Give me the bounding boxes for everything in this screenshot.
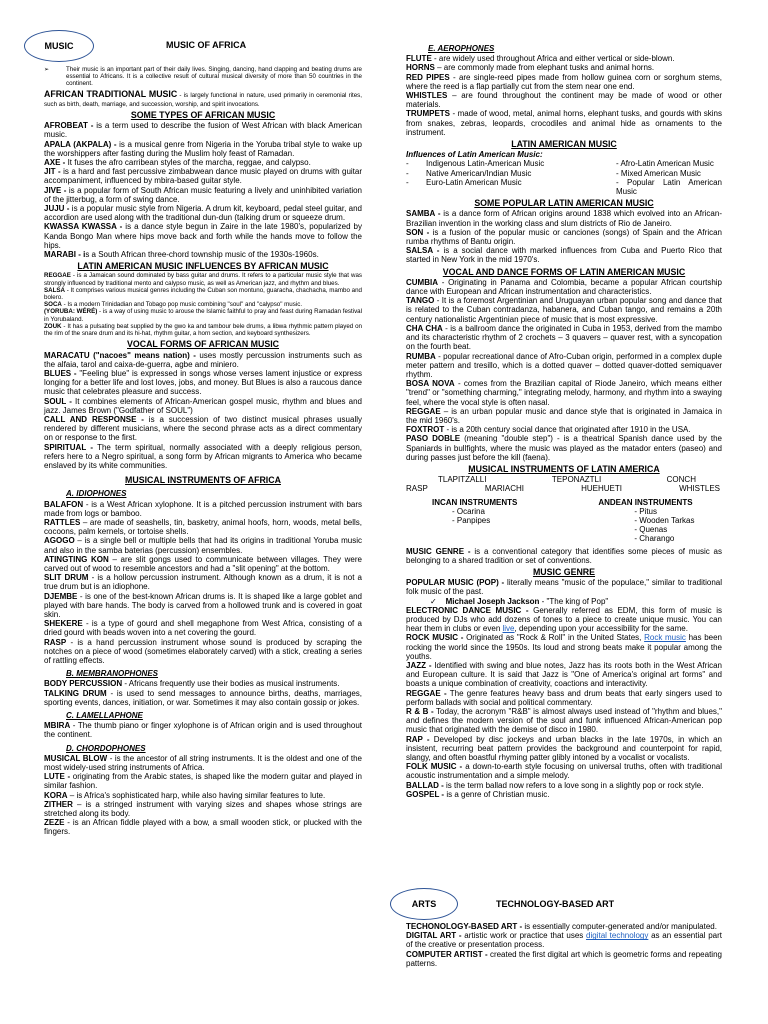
definition-item — [44, 721, 362, 739]
term: JUJU - — [44, 204, 70, 214]
definition-item — [44, 555, 362, 573]
term: DJEMBE — [44, 591, 78, 601]
aerophones-heading: E. AEROPHONES — [428, 44, 495, 53]
term: Michael Joseph Jackson — [445, 596, 540, 606]
definition: - "The king of Pop" — [539, 596, 609, 606]
influence-cell: Native American/Indian Music — [426, 168, 532, 178]
definition: is a conventional category that identifies some pieces of music as belonging to a shared tradition or set of conventions. — [406, 546, 722, 565]
definition-item — [406, 790, 722, 799]
definition-item — [44, 369, 362, 397]
term: FLUTE — [406, 54, 432, 64]
definition: a down-to-earth style focusing on universal truths, often with traditional acoustic instrumentation and a simple melody. — [406, 762, 722, 781]
definition: has been rocking the world since the 1950s. Its loud and strong beats make it popular among the youths. — [406, 633, 722, 661]
definition-item — [44, 619, 362, 637]
definition: is a popular form of South African music featuring a lively and uninhibited variation of the jitterbug, a form of swing dance. — [44, 185, 363, 204]
term: ZEZE — [44, 818, 65, 828]
arrow-bullet-icon: ➢ — [44, 66, 50, 73]
influences-title: Influences of Latin American Music: — [406, 150, 543, 160]
definition-item — [44, 573, 362, 591]
definition-item — [406, 689, 722, 707]
term: AFRICAN TRADITIONAL MUSIC — [44, 88, 178, 99]
influence-cell: Indigenous Latin-American Music — [426, 159, 545, 169]
definition: - is a West African xylophone. It is a pitched percussion instrument with bars made from logs or bamboo. — [44, 499, 362, 518]
membranophones-list — [44, 679, 362, 707]
definition: – is an urban popular music and dance style that is originated in Jamaica in the mid 1960's. — [406, 406, 722, 425]
definition: Developed by disc jockeys and urban blacks in the late 1970s, in which an insistent, recurring beat pattern provides the background and counterpoint for rapid, slangy, and often boastful rhyming patter glibly intoned by a vocalist or vocalists. — [406, 734, 722, 763]
definition: is a dance form of African origins around 1838 which evolved into an African-Brazilian invention in the working class and slum districts of Rio de Janeiro. — [406, 209, 722, 228]
definition: – are made of seashells, tin, basketry, animal hoofs, horn, woods, metal bells, cocoons, palm kernels, or tortoise shells. — [44, 517, 362, 537]
influence-cell: - Afro-Latin American Music — [616, 159, 714, 169]
definition-item — [44, 415, 362, 443]
term: AXE - — [44, 158, 66, 168]
definition: - popular recreational dance of Afro-Cuban origin, performed in a complex duple meter pattern and tresillo, which is a dotted quaver – dotted quaver-dotted semiquaver rhythm. — [406, 351, 722, 379]
term: RUMBA — [406, 351, 436, 361]
instrument-item: - Panpipes — [452, 515, 491, 525]
definition-item — [44, 272, 362, 286]
definition: , depending upon your accessibility for the same. — [514, 624, 688, 634]
term: JIT - — [44, 167, 61, 177]
genre-edm — [406, 606, 722, 634]
definition: – is a stringed instrument with varying sizes and shapes whose strings are stretched along its body. — [44, 799, 362, 819]
instruments-row-1 — [406, 475, 722, 484]
definition-item — [406, 425, 722, 434]
term: CHA CHA — [406, 323, 443, 333]
music-badge — [24, 30, 94, 62]
definition-item — [44, 518, 362, 536]
definition: It combines elements of African-American gospel music, rhythm and blues and jazz. James Brown ("Godfather of SOUL") — [44, 396, 362, 415]
definition-item — [44, 140, 362, 158]
instrument-item: - Charango — [634, 534, 675, 544]
definition-item — [406, 91, 722, 109]
definition-item — [406, 661, 722, 689]
music-badge-label: MUSIC — [44, 41, 74, 51]
instrument-name: HUEHUETI — [581, 484, 622, 494]
instrument-item: - Quenas — [634, 525, 668, 535]
definition: - is largely functional in nature, used primarily in ceremonial rites, such as birth, death, marriage, and succession, worship, and spirit invocations. — [44, 91, 362, 108]
latin-influences-list — [44, 272, 362, 337]
definition-item — [44, 397, 362, 415]
right-column — [406, 44, 722, 799]
term: RAP - — [406, 734, 430, 744]
definition-item — [44, 818, 362, 836]
definition: - are widely used throughout Africa and either vertical or side-blown. — [431, 54, 675, 64]
influence-cell: - Popular Latin American Music — [616, 177, 722, 197]
definition-item — [44, 308, 362, 322]
definition: - Is a modern Trinidadian and Tobago pop music combining "soul" and "calypso" music. — [61, 301, 303, 309]
incan-andean — [406, 498, 722, 544]
intro-text: Their music is an important part of their daily lives. Singing, dancing, hand clapping and beating drums are essential to Africans. It is a collective result of cultural musical diversity of more than 50 countries in the continent. — [66, 66, 362, 88]
term: TRUMPETS — [406, 109, 450, 119]
definition-item — [406, 707, 722, 735]
definition-item — [44, 323, 362, 337]
term: ELECTRONIC DANCE MUSIC - — [406, 605, 529, 615]
definition-item — [406, 379, 722, 407]
instrument-item: - Wooden Tarkas — [634, 515, 695, 525]
genre-rock — [406, 633, 722, 661]
definition-item — [406, 352, 722, 380]
definition-item — [44, 638, 362, 666]
definition-item — [406, 54, 722, 63]
trad-music — [44, 90, 362, 108]
idiophones-list — [44, 500, 362, 666]
arts-badge-label: ARTS — [411, 899, 437, 909]
definition: - is a hollow percussion instrument. Although known as a drum, it is not a true drum but is an idiophone. — [44, 573, 362, 592]
term: HORNS — [406, 63, 435, 73]
instrument-name: TEPONAZTLI — [551, 475, 602, 485]
term: RED PIPES — [406, 72, 450, 82]
definition: - is a hand percussion instrument whose sound is produced by scraping the notches on a piece of wood (sometimes elaborately carved) with a stick, creating a series of rattling effects. — [44, 637, 362, 665]
definition-item — [44, 351, 362, 369]
definition: The term spiritual, normally associated with a deeply religious person, refers here to a Negro spiritual, a song form by African migrants to America who became enslaved by its white communities. — [44, 442, 362, 470]
term: ATINGTING KON — [44, 554, 109, 564]
definition-item — [44, 222, 362, 250]
definition: Identified with swing and blue notes, Jazz has its roots both in the West African and European culture. It is said that Jazz is "One of America's original art forms" and boasts a unique combination of creativity, coactions and interactivity. — [406, 661, 722, 689]
definition: The genre features heavy bass and drum beats that early singers used to perform ballads with social and political commentary. — [406, 688, 722, 707]
term: TECHONOLOGY-BASED ART - — [406, 922, 523, 931]
definition-item — [44, 754, 362, 772]
definition: literally means "music of the populace," similar to traditional folk music of the past. — [406, 578, 723, 597]
term: RASP — [44, 637, 67, 647]
term: COMPUTER ARTIST - — [406, 949, 488, 959]
popular-latin-list — [406, 209, 722, 264]
term: CALL AND RESPONSE - — [44, 414, 144, 424]
definition: - It comprises various musical genres including the Cuban son montuno, guaracha, chachacha, mambo and bolero. — [44, 286, 362, 302]
term: RATTLES — [44, 517, 81, 527]
definition-item — [406, 296, 722, 324]
incan-heading: INCAN INSTRUMENTS — [432, 497, 518, 507]
instruments-row-2 — [406, 484, 722, 493]
term: MARABI - i — [44, 250, 86, 260]
definition: "Feeling blue" is expressed in songs whose verses lament injustice or express longing for a better life and lost loves, jobs, and money. But Blues is also a raucous dance music that celebrates pleasure and success. — [44, 368, 363, 397]
term: CUMBIA — [406, 277, 438, 287]
definition: - comes from the Brazilian capital of Riode Janeiro, which means either "trend" or "something charming," integrating melody, harmony, and rhythm into a swaying feel, where the vocal style is often nasal. — [406, 379, 723, 407]
term: SALSA — [44, 286, 65, 294]
term: SLIT DRUM — [44, 573, 89, 583]
term: AGOGO — [44, 536, 75, 546]
term: JIVE - — [44, 185, 67, 195]
term: SPIRITUAL - — [44, 442, 93, 452]
vocal-forms-heading: VOCAL FORMS OF AFRICAN MUSIC — [127, 339, 279, 350]
popular-latin-heading: SOME POPULAR LATIN AMERICAN MUSIC — [474, 198, 654, 209]
lamellaphone-list — [44, 721, 362, 739]
definition-item — [406, 73, 722, 91]
instrument-item: - Ocarina — [452, 506, 485, 516]
definition: created the first digital art which is geometric forms and repeating patterns. — [406, 949, 722, 968]
definition-item — [406, 762, 722, 780]
latin-american-heading: LATIN AMERICAN MUSIC — [511, 139, 617, 150]
arts-badge — [390, 888, 458, 920]
term: SAMBA - — [406, 209, 441, 219]
types-list — [44, 121, 362, 259]
genres-list — [406, 661, 722, 799]
definition-item — [44, 443, 362, 471]
definition-item — [44, 689, 362, 707]
term: MARACATU ("nacoes" means nation) - — [44, 350, 196, 360]
definition: - It has a pulsating beat supplied by the gwo ka and tambour bele drums, a libwa rhythmic pattern played on the rim of the snare drum and its hi-hat, rhythm guitar, a horn section, and keyboard synthesizers. — [44, 322, 362, 338]
definition: - is the ancestor of all string instruments. It is the oldest and one of the most widely-used string instruments of Africa. — [44, 753, 363, 773]
definition: is a hard and fast percussive zimbabwean dance music played on drums with guitar accompaniment, influenced by mbira-based guitar style. — [44, 167, 363, 186]
andean-heading: ANDEAN INSTRUMENTS — [598, 497, 693, 507]
definition-item — [44, 592, 362, 620]
art-computer-artist — [406, 950, 722, 968]
term: BLUES - — [44, 368, 77, 378]
term: REGGAE - — [406, 688, 447, 698]
term: R & B - — [406, 707, 434, 717]
definition: It fuses the afro carribean styles of the marcha, reggae, and calypso. — [65, 158, 311, 168]
definition-item — [44, 204, 362, 222]
term: FOLK MUSIC - — [406, 762, 463, 772]
definition-item — [406, 781, 722, 790]
definition: Today, the acronym "R&B" is almost always used instead of "rhythm and blues," and defines the modern version of the soul and funk influenced African-American pop music that originated with the demise of disco in 1980. — [406, 707, 722, 735]
definition: is essentially computer-generated and/or manipulated. — [522, 922, 717, 931]
definition-item — [44, 536, 362, 554]
definition: Originated as "Rock & Roll" in the United States, — [463, 633, 645, 643]
term: JAZZ - — [406, 661, 432, 670]
genre-pop — [406, 578, 722, 596]
term: SON - — [406, 227, 430, 237]
influence-cell: Euro-Latin American Music — [426, 177, 522, 187]
definition: artistic work or practice that uses — [461, 931, 587, 941]
definition-item — [44, 287, 362, 301]
definition: – is Africa's sophisticated harp, while also having similar features to lute. — [67, 790, 326, 800]
genre-mj — [406, 597, 722, 606]
term: MUSIC GENRE - — [406, 546, 471, 556]
term: (YORUBA: WÉRÉ) — [44, 308, 98, 316]
instrument-name: RASP — [406, 484, 428, 494]
art-digital — [406, 931, 722, 949]
intro-bullet — [44, 66, 362, 88]
term: SOCA — [44, 301, 62, 309]
definition: is a term used to describe the fusion of West African with black American music. — [44, 121, 363, 140]
definition: is a genre of Christian music. — [444, 789, 550, 799]
term: BALLAD - — [406, 780, 444, 790]
arts-title: TECHNOLOGY-BASED ART — [496, 899, 615, 909]
definition: – are slit gongs used to communicate between villages. They were carved out of wood to resemble ancestors and had a "slit opening" at the bottom. — [44, 554, 362, 573]
term: AFROBEAT - — [44, 121, 94, 131]
term: REGGAE — [44, 272, 71, 280]
chordophones-heading: D. CHORDOPHONES — [66, 743, 146, 753]
definition-item — [406, 324, 722, 352]
dash-bullet: - — [406, 159, 409, 169]
digital-technology-link[interactable]: digital technology — [586, 931, 649, 941]
andean-instruments — [570, 498, 722, 544]
definition-item — [406, 63, 722, 72]
instruments-africa-heading: MUSICAL INSTRUMENTS OF AFRICA — [125, 475, 281, 486]
definition: is the term ballad now refers to a love song in a slightly pop or rock style. — [443, 780, 704, 790]
definition: - made of wood, metal, animal horns, elephant tusks, and gourds with skins from snakes, zebras, leopards, crocodiles and animal hide as ornaments to the instrument. — [406, 109, 722, 137]
influence-row — [406, 178, 722, 196]
definition-item — [44, 679, 362, 688]
membranophones-heading: B. MEMBRANOPHONES — [66, 669, 159, 679]
definition: - The thumb piano or finger xylophone is of African origin and is used throughout the continent. — [44, 721, 362, 740]
live-link[interactable]: live — [502, 624, 515, 634]
idiophones-heading: A. IDIOPHONES — [66, 489, 127, 499]
definition: - Originating in Panama and Colombia, became a popular African courtship dance with European and African instrumentation and characteristics. — [406, 277, 722, 297]
definition-item — [44, 186, 362, 204]
definition-item — [44, 121, 362, 139]
instrument-name: CONCH — [666, 475, 696, 485]
instrument-name: MARIACHI — [484, 484, 525, 494]
instrument-item: - Pitus — [634, 506, 657, 516]
definition-item — [406, 209, 722, 227]
definition: - is a way of using music to arouse the Islamic faithful to pray and feast during Ramadan festival in Yorubaland. — [44, 308, 362, 323]
definition-item — [44, 158, 362, 167]
definition-item — [406, 228, 722, 246]
definition: is a musical genre from Nigeria in the Yoruba tribal style to wake up the worshippers after fasting during the Muslim holy feast of Ramadan. — [44, 139, 362, 158]
definition: uses mostly percussion instruments such as the alfaia, tarol and caixa-de-guerra, agbe and miniero. — [44, 350, 362, 369]
definition-item — [44, 167, 362, 185]
instrument-name: WHISTLES — [679, 484, 720, 494]
term: BODY PERCUSSION — [44, 679, 123, 689]
definition: - are single-reed pipes made from hollow guinea corn or sorghum stems, where the reed is a flap partially cut from the stem near one end. — [406, 72, 722, 91]
definition: - is a Jamaican sound dominated by bass guitar and drums. It refers to a particular music style that was strongly influenced by traditional mento and calypso music, as well as American jazz, and rhythm and blues. — [44, 272, 362, 287]
left-column — [44, 66, 362, 837]
definition-item — [406, 109, 722, 137]
chordophones-list — [44, 754, 362, 837]
definition-item — [406, 278, 722, 296]
instruments-latin-heading: MUSICAL INSTRUMENTS OF LATIN AMERICA — [468, 463, 660, 474]
vocal-dance-heading: VOCAL AND DANCE FORMS OF LATIN AMERICAN MUSIC — [442, 266, 686, 277]
aerophones-list — [406, 54, 722, 137]
term: SHEKERE — [44, 619, 83, 629]
definition: as an essential part of the creative or presentation process. — [406, 931, 722, 950]
definition: - is an African fiddle played with a bow, a small wooden stick, or plucked with the fingers. — [44, 818, 362, 837]
term: GOSPEL - — [406, 789, 445, 799]
genre-definition — [406, 547, 722, 565]
rock-music-link[interactable]: Rock music — [644, 633, 686, 643]
definition: – is a single bell or multiple bells that had its origins in traditional Yoruba music and also in the samba baterias (percussion) ensembles. — [44, 536, 362, 555]
definition-item — [44, 800, 362, 818]
music-genre-heading: MUSIC GENRE — [532, 566, 596, 577]
influence-cell: - Mixed American Music — [616, 168, 701, 178]
definition-item — [44, 791, 362, 800]
arts-column — [406, 922, 722, 968]
term: KWASSA KWASSA - — [44, 222, 123, 232]
definition: - is a type of gourd and shell megaphone from West Africa, consisting of a dried gourd with beads woven into a net covering the gourd. — [44, 619, 362, 638]
term: REGGAE — [406, 406, 441, 416]
term: SOUL - — [44, 396, 72, 406]
instrument-name: TLAPITZALLI — [438, 475, 487, 485]
definition-item — [406, 246, 722, 264]
term: POPULAR MUSIC (POP) - — [406, 578, 505, 588]
definition: Generally referred as EDM, this form of music is produced by DJs who add dozens of tones to a piece to create unique music. You can hear them in clubs or even — [406, 605, 722, 634]
definition-item — [406, 735, 722, 763]
term: ROCK MUSIC - — [406, 633, 464, 643]
term: APALA (AKPALA) - — [44, 139, 117, 149]
term: SALSA - — [406, 246, 440, 256]
definition: - is a 20th century social dance that originated after 1910 in the USA. — [444, 425, 691, 435]
art-tba — [406, 922, 722, 931]
definition-item — [44, 250, 362, 259]
definition: – are found throughout the continent may be made of wood or other materials. — [406, 91, 722, 110]
definition: - Africans frequently use their bodies as musical instruments. — [122, 679, 340, 689]
lamellaphone-heading: C. LAMELLAPHONE — [66, 711, 143, 721]
definition: is a social dance with marked influences from Cuba and Puerto Rico that started in New York in the mid 1970's. — [406, 246, 723, 265]
term: ZOUK — [44, 322, 62, 330]
definition-item — [44, 500, 362, 518]
definition: s a South African three-chord township music of the 1930s-1960s. — [85, 250, 319, 260]
term: MBIRA — [44, 721, 71, 731]
definition: - is used to send messages to announce births, deaths, marriages, sporting events, dances, initiation, or war. Sometimes it may also contain gossip or jokes. — [44, 688, 362, 707]
term: FOXTROT — [406, 425, 445, 435]
definition: – are commonly made from elephant tusks and animal horns. — [434, 63, 655, 73]
term: WHISTLES — [406, 91, 448, 101]
term: PASO DOBLE — [406, 434, 461, 444]
influence-row — [406, 169, 722, 178]
incan-instruments — [406, 498, 558, 544]
term: KORA — [44, 790, 68, 800]
influences-table — [406, 159, 722, 196]
term: BALAFON — [44, 499, 84, 509]
definition: is a popular music style from Nigeria. A drum kit, keyboard, pedal steel guitar, and accordion are used along with the traditional dun-dun (talking drum or squeeze drum. — [44, 204, 363, 223]
definition-item — [406, 407, 722, 425]
dash-bullet: - — [406, 177, 409, 187]
vocal-forms-list — [44, 351, 362, 471]
term: DIGITAL ART - — [406, 931, 462, 941]
definition: - It is a foremost Argentinian and Uruguayan urban popular song and dance that is related to the Cuban contradanza, habanera, and Cuban tango, and remains a 20th century nationalistic Argentinian piece of music that is most expressive. — [406, 296, 722, 324]
definition: (meaning "double step") - is a theatrical Spanish dance used by the Spaniards in bullfights, where the music was played as the matador enters (paseo) and during passes just before the kill (faena). — [406, 434, 722, 462]
music-title: MUSIC OF AFRICA — [166, 40, 247, 50]
definition: is a fusion of the popular music or canciones (songs) of Spain and the African rumba rhythms of Bantu origin. — [406, 227, 722, 247]
term: TALKING DRUM — [44, 688, 107, 698]
definition-item — [44, 772, 362, 790]
definition: - is one of the best-known African drums is. It is shaped like a large goblet and played with bare hands. The body is carved from a hollowed trunk and is covered in goat skin. — [44, 591, 362, 619]
term: ZITHER — [44, 799, 73, 809]
term: TANGO — [406, 296, 435, 306]
types-heading: SOME TYPES OF AFRICAN MUSIC — [130, 110, 276, 121]
term: MUSICAL BLOW — [44, 753, 108, 763]
definition: is a succession of two distinct musical phrases usually rendered by different musicians, where the second phrase acts as a direct commentary on or response to the first. — [44, 414, 362, 443]
term: BOSA NOVA — [406, 379, 455, 389]
term: LUTE - — [44, 772, 71, 782]
definition: originating from the Arabic states, is shaped like the modern guitar and played in similar fashion. — [44, 772, 362, 791]
checkmark-icon: ✓ — [430, 596, 437, 606]
vocal-dance-list — [406, 278, 722, 462]
definition-item — [406, 434, 722, 462]
latin-influences-heading: LATIN AMERICAN MUSIC INFLUENCES BY AFRICAN MUSIC — [77, 261, 329, 272]
dash-bullet: - — [406, 168, 409, 178]
definition: is a dance style begun in Zaire in the late 1980's, popularized by Kanda Bongo Man where hips move back and forth while the hands move to follow the hips. — [44, 222, 363, 250]
influence-row — [406, 159, 722, 168]
definition: - is a ballroom dance the originated in Cuba in 1953, derived from the mambo and its characteristic rhythm of 2 crochets – 3 quavers – quaver rest, with a syncopation on the fourth beat. — [406, 323, 722, 352]
